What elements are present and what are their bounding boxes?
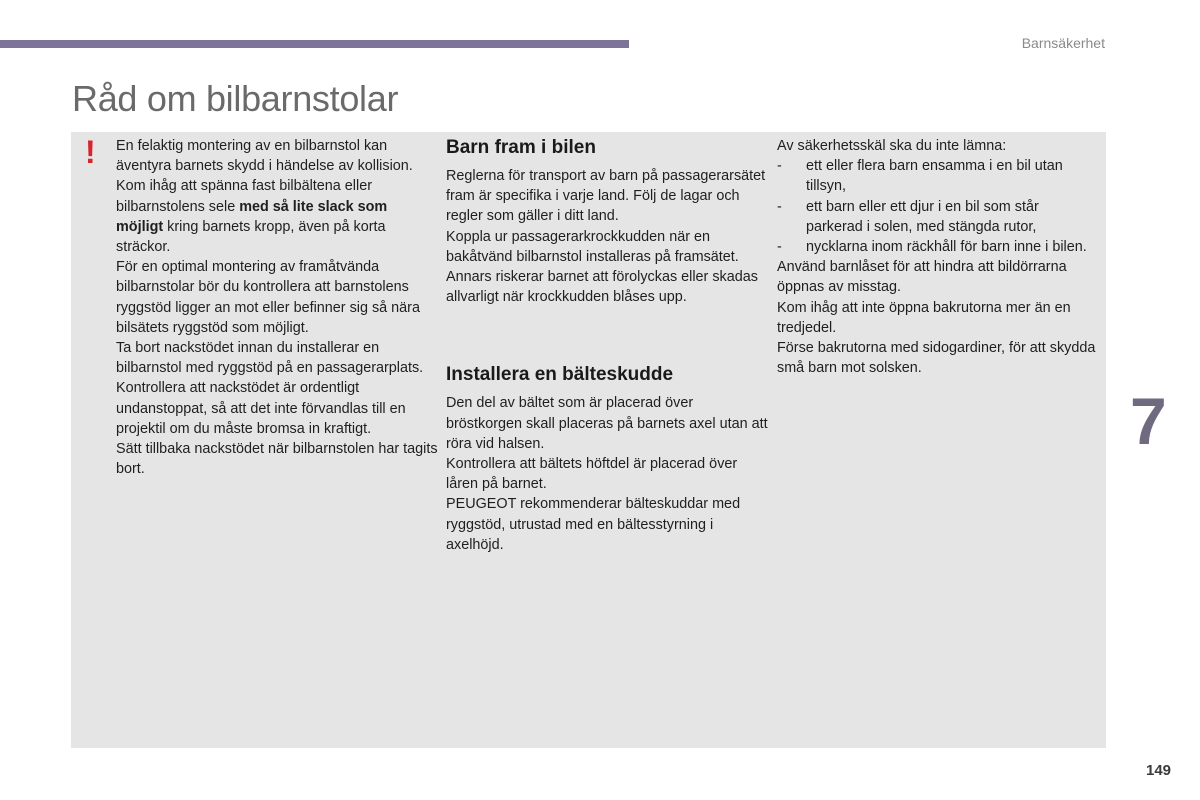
booster-paragraph: PEUGEOT rekommenderar bälteskuddar med ryggstöd, utrustad med en bältesstyrning i axelhöjd. — [446, 496, 741, 553]
booster-paragraph: Kontrollera att bältets höftdel är placerad över låren på barnet. — [446, 456, 738, 493]
safety-column — [777, 136, 1099, 378]
warning-paragraph: Kontrollera att nackstödet är ordentligt undanstoppat, så att det inte förvandlas till en projektil om du måste bromsa in kraftigt. — [116, 380, 406, 437]
dash-marker: - — [777, 239, 782, 256]
warning-paragraph: Kom ihåg att spänna fast bilbältena eller bilbarnstolens sele med så lite slack som möjligt kring barnets kropp, även på korta sträckor. — [116, 178, 388, 256]
header-accent-bar — [0, 40, 629, 48]
list-item: - ett barn eller ett djur i en bil som står parkerad i solen, med stängda rutor, — [777, 198, 1039, 235]
booster-heading: Installera en bälteskudde — [446, 364, 674, 386]
exclamation-icon: ! — [85, 134, 96, 170]
list-item: - ett eller flera barn ensamma i en bil utan tillsyn, — [777, 158, 1063, 195]
list-item: - nycklarna inom räckhåll för barn inne i bilen. — [777, 237, 1099, 257]
safety-bullet-list — [777, 156, 1099, 257]
safety-paragraph: Kom ihåg att inte öppna bakrutorna mer än en tredjedel. — [777, 299, 1071, 336]
safety-intro: Av säkerhetsskäl ska du inte lämna: — [777, 138, 1007, 154]
front-seat-paragraph: Koppla ur passagerarkrockkudden när en bakåtvänd bilbarnstol installeras på framsätet. Annars riskerar barnet att förolyckas eller skadas allvarligt när krockkudden blåses upp. — [446, 228, 758, 306]
warning-column — [116, 136, 438, 479]
safety-paragraph: Använd barnlåset för att hindra att bildörrarna öppnas av misstag. — [777, 259, 1067, 296]
front-seat-heading: Barn fram i bilen — [446, 137, 596, 158]
dash-marker: - — [777, 158, 782, 175]
dash-marker: - — [777, 198, 782, 215]
warning-paragraph: En felaktig montering av en bilbarnstol kan äventyra barnets skydd i händelse av kollision. — [116, 138, 413, 175]
warning-paragraph: Ta bort nackstödet innan du installerar en bilbarnstol med ryggstöd på en passagerarplats. — [116, 340, 424, 377]
chapter-number: 7 — [1130, 384, 1167, 458]
warning-paragraph: För en optimal montering av framåtvända bilbarnstolar bör du kontrollera att barnstolens ryggstöd ligger an mot eller befinner sig så nära bilsätets ryggstöd som möjligt. — [116, 259, 420, 336]
page-title: Råd om bilbarnstolar — [72, 78, 399, 119]
safety-paragraph: Förse bakrutorna med sidogardiner, för att skydda små barn mot solsken. — [777, 340, 1096, 377]
page-number: 149 — [1146, 762, 1172, 779]
booster-paragraph: Den del av bältet som är placerad över bröstkorgen skall placeras på barnets axel utan att röra vid halsen. — [446, 395, 768, 452]
front-seat-paragraph: Reglerna för transport av barn på passagerarsätet fram är specifika i varje land. Följ de lagar och regler som gäller i ditt land. — [446, 168, 766, 225]
warning-paragraph: Sätt tillbaka nackstödet när bilbarnstolen har tagits bort. — [116, 441, 438, 478]
emphasis-text: med så lite slack som möjligt — [116, 198, 388, 235]
middle-column — [446, 136, 768, 555]
section-label: Barnsäkerhet — [1021, 35, 1105, 51]
